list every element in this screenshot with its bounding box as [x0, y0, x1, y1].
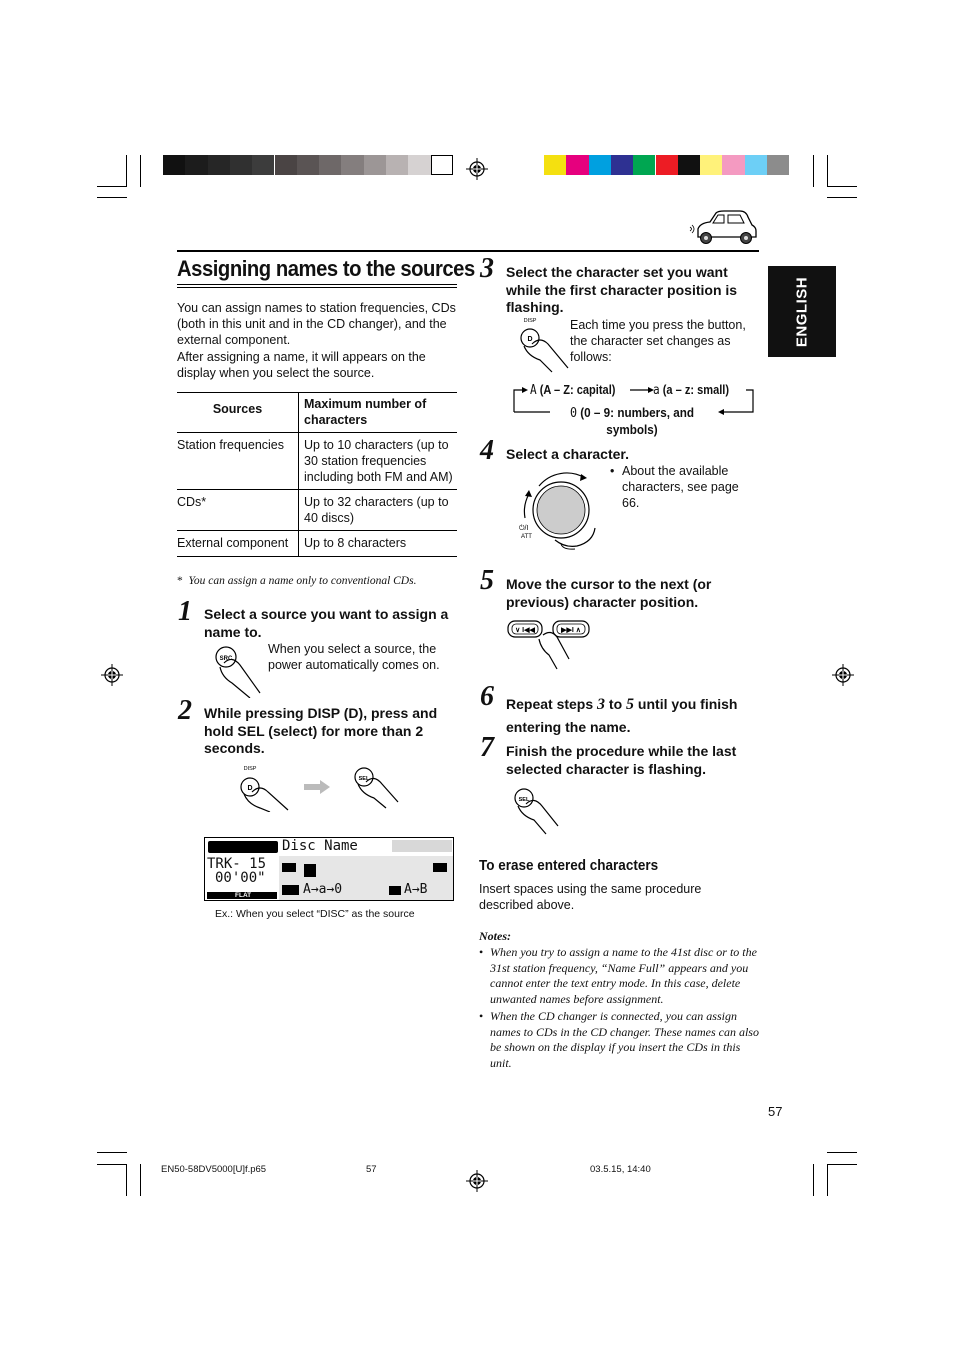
intro-paragraph: After assigning a name, it will appears on the display when you select the source.	[177, 350, 426, 380]
table-row	[177, 531, 457, 556]
table-row	[177, 433, 457, 489]
step-instruction: Finish the procedure while the last selected character is flashing.	[506, 743, 737, 777]
registration-mark-icon	[832, 664, 854, 686]
grayscale-swatch	[319, 155, 341, 175]
control-dial-icon	[515, 468, 605, 550]
registration-mark-icon	[466, 1170, 488, 1192]
src-button-press-icon	[210, 643, 268, 698]
charset-capital: A (A – Z: capital)	[530, 382, 616, 398]
grayscale-swatch	[230, 155, 252, 175]
lcd-track: TRK- 15	[207, 856, 267, 872]
step-instruction: Select the character set you want while the first character position is flashing.	[506, 264, 738, 315]
step-description: When you select a source, the power automatically comes on.	[268, 642, 440, 672]
step-number: 7	[480, 732, 494, 763]
language-tab-label: ENGLISH	[793, 276, 811, 347]
grayscale-swatch	[364, 155, 386, 175]
header-rule	[177, 250, 759, 252]
svg-text:∨ I◀◀: ∨ I◀◀	[515, 627, 535, 634]
notes-heading: Notes:	[479, 929, 511, 943]
lcd-time: 00'00"	[215, 870, 266, 886]
lcd-flat: FLAT	[235, 892, 252, 899]
step-number: 1	[178, 596, 192, 627]
grayscale-swatch	[297, 155, 319, 175]
disp-button-press-icon	[512, 316, 570, 374]
svg-text:▶▶I ∧: ▶▶I ∧	[561, 627, 581, 634]
grayscale-swatch	[185, 155, 207, 175]
disp-sel-press-illustration	[230, 762, 410, 812]
list-item: • When the CD changer is connected, you can assign names to CDs in the CD changer. These names can also be shown on the display if you insert the CDs in this unit.	[479, 1008, 759, 1070]
lcd-disc-name: Disc Name	[282, 838, 392, 854]
color-swatch	[700, 155, 722, 175]
src-button-label: SRC	[219, 656, 233, 662]
disp-label: DISP	[523, 318, 537, 324]
step-number: 3	[480, 253, 494, 284]
car-icon	[688, 207, 760, 249]
table-cell: CDs*	[177, 495, 207, 509]
list-item: • When you try to assign a name to the 41st disc or to the 31st station frequency, “Name Full” appears and you cannot enter the text entry mode. In this case, delete unwanted names before assignment.	[479, 945, 757, 1007]
color-swatch	[589, 155, 611, 175]
table-footnote: * You can assign a name only to conventional CDs.	[177, 575, 417, 587]
grayscale-swatch	[163, 155, 185, 175]
sources-table	[177, 392, 457, 557]
table-cell: Station frequencies	[177, 438, 285, 452]
color-swatch	[656, 155, 678, 175]
table-cell: Up to 10 characters (up to 30 station frequencies including both FM and AM)	[304, 438, 453, 484]
cd-logo-icon	[208, 841, 278, 853]
color-swatch	[678, 155, 700, 175]
color-swatch	[745, 155, 767, 175]
table-cell: External component	[177, 536, 289, 550]
grayscale-swatch	[431, 155, 453, 175]
title-underline	[177, 284, 457, 285]
page-number: 57	[768, 1104, 783, 1119]
step-number: 4	[480, 435, 494, 466]
table-header: Maximum number of characters	[304, 397, 427, 427]
grayscale-swatch	[252, 155, 274, 175]
table-header: Sources	[212, 402, 263, 416]
color-swatch	[722, 155, 744, 175]
disp-label: DISP	[243, 766, 257, 772]
lcd-charset-sequence: A→a→0	[303, 882, 343, 897]
color-swatch	[544, 155, 566, 175]
grayscale-swatch	[408, 155, 430, 175]
step-number: 5	[480, 565, 494, 596]
step-instruction: Select a character.	[506, 446, 629, 462]
erase-heading: To erase entered characters	[479, 857, 659, 874]
grayscale-swatch	[386, 155, 408, 175]
sel-label: SEL	[518, 797, 530, 803]
step-bullet: • About the available characters, see page 66.	[610, 464, 739, 510]
footer-date: 03.5.15, 14:40	[590, 1164, 651, 1175]
footer-file: EN50-58DV5000[U]f.p65	[161, 1164, 267, 1175]
sel-label: SEL	[358, 776, 370, 782]
charset-diagram	[510, 380, 760, 440]
erase-text: Insert spaces using the same procedure described above.	[479, 882, 702, 912]
footer-page: 57	[366, 1164, 377, 1175]
color-swatch	[633, 155, 655, 175]
step-instruction: Repeat steps 3 to 5 until you finish entering the name.	[506, 696, 738, 735]
table-cell: Up to 32 characters (up to 40 discs)	[304, 495, 449, 525]
svg-text:⏻/I: ⏻/I	[519, 525, 529, 532]
sel-button-press-icon	[512, 786, 564, 838]
lcd-sequence-2: A→B	[404, 882, 428, 897]
language-tab	[768, 266, 836, 357]
color-swatch	[566, 155, 588, 175]
charset-small: a (a – z: small)	[653, 382, 730, 398]
step-description: Each time you press the button, the character set changes as follows:	[570, 318, 746, 364]
step-instruction: While pressing DISP (D), press and hold SEL (select) for more than 2 seconds.	[204, 705, 438, 756]
step-number: 2	[178, 695, 192, 726]
intro-paragraph: You can assign names to station frequencies, CDs (both in this unit and in the CD changer), and the external component.	[177, 301, 456, 347]
charset-numbers: 0 (0 – 9: numbers, and symbols)	[569, 405, 695, 437]
grayscale-swatch	[341, 155, 363, 175]
cursor-buttons-icon	[507, 619, 592, 671]
display-caption: Ex.: When you select “DISC” as the source	[215, 908, 415, 920]
lcd-display	[204, 837, 454, 901]
page-title: Assigning names to the sources	[177, 256, 475, 281]
grayscale-swatch	[275, 155, 297, 175]
color-swatch	[611, 155, 633, 175]
step-instruction: Select a source you want to assign a name to.	[204, 606, 449, 640]
step-number: 6	[480, 681, 494, 712]
color-swatch	[767, 155, 789, 175]
registration-mark-icon	[101, 664, 123, 686]
registration-mark-icon	[466, 158, 488, 180]
att-label: ATT	[521, 534, 532, 540]
cursor-flash-icon	[304, 864, 316, 877]
d-label: D	[527, 336, 533, 343]
step-instruction: Move the cursor to the next (or previous) character position.	[506, 576, 712, 610]
notes-list	[479, 945, 759, 1072]
table-row	[177, 490, 457, 530]
table-cell: Up to 8 characters	[304, 536, 407, 550]
d-label: D	[247, 785, 253, 792]
title-underline	[177, 287, 457, 288]
grayscale-swatch	[208, 155, 230, 175]
